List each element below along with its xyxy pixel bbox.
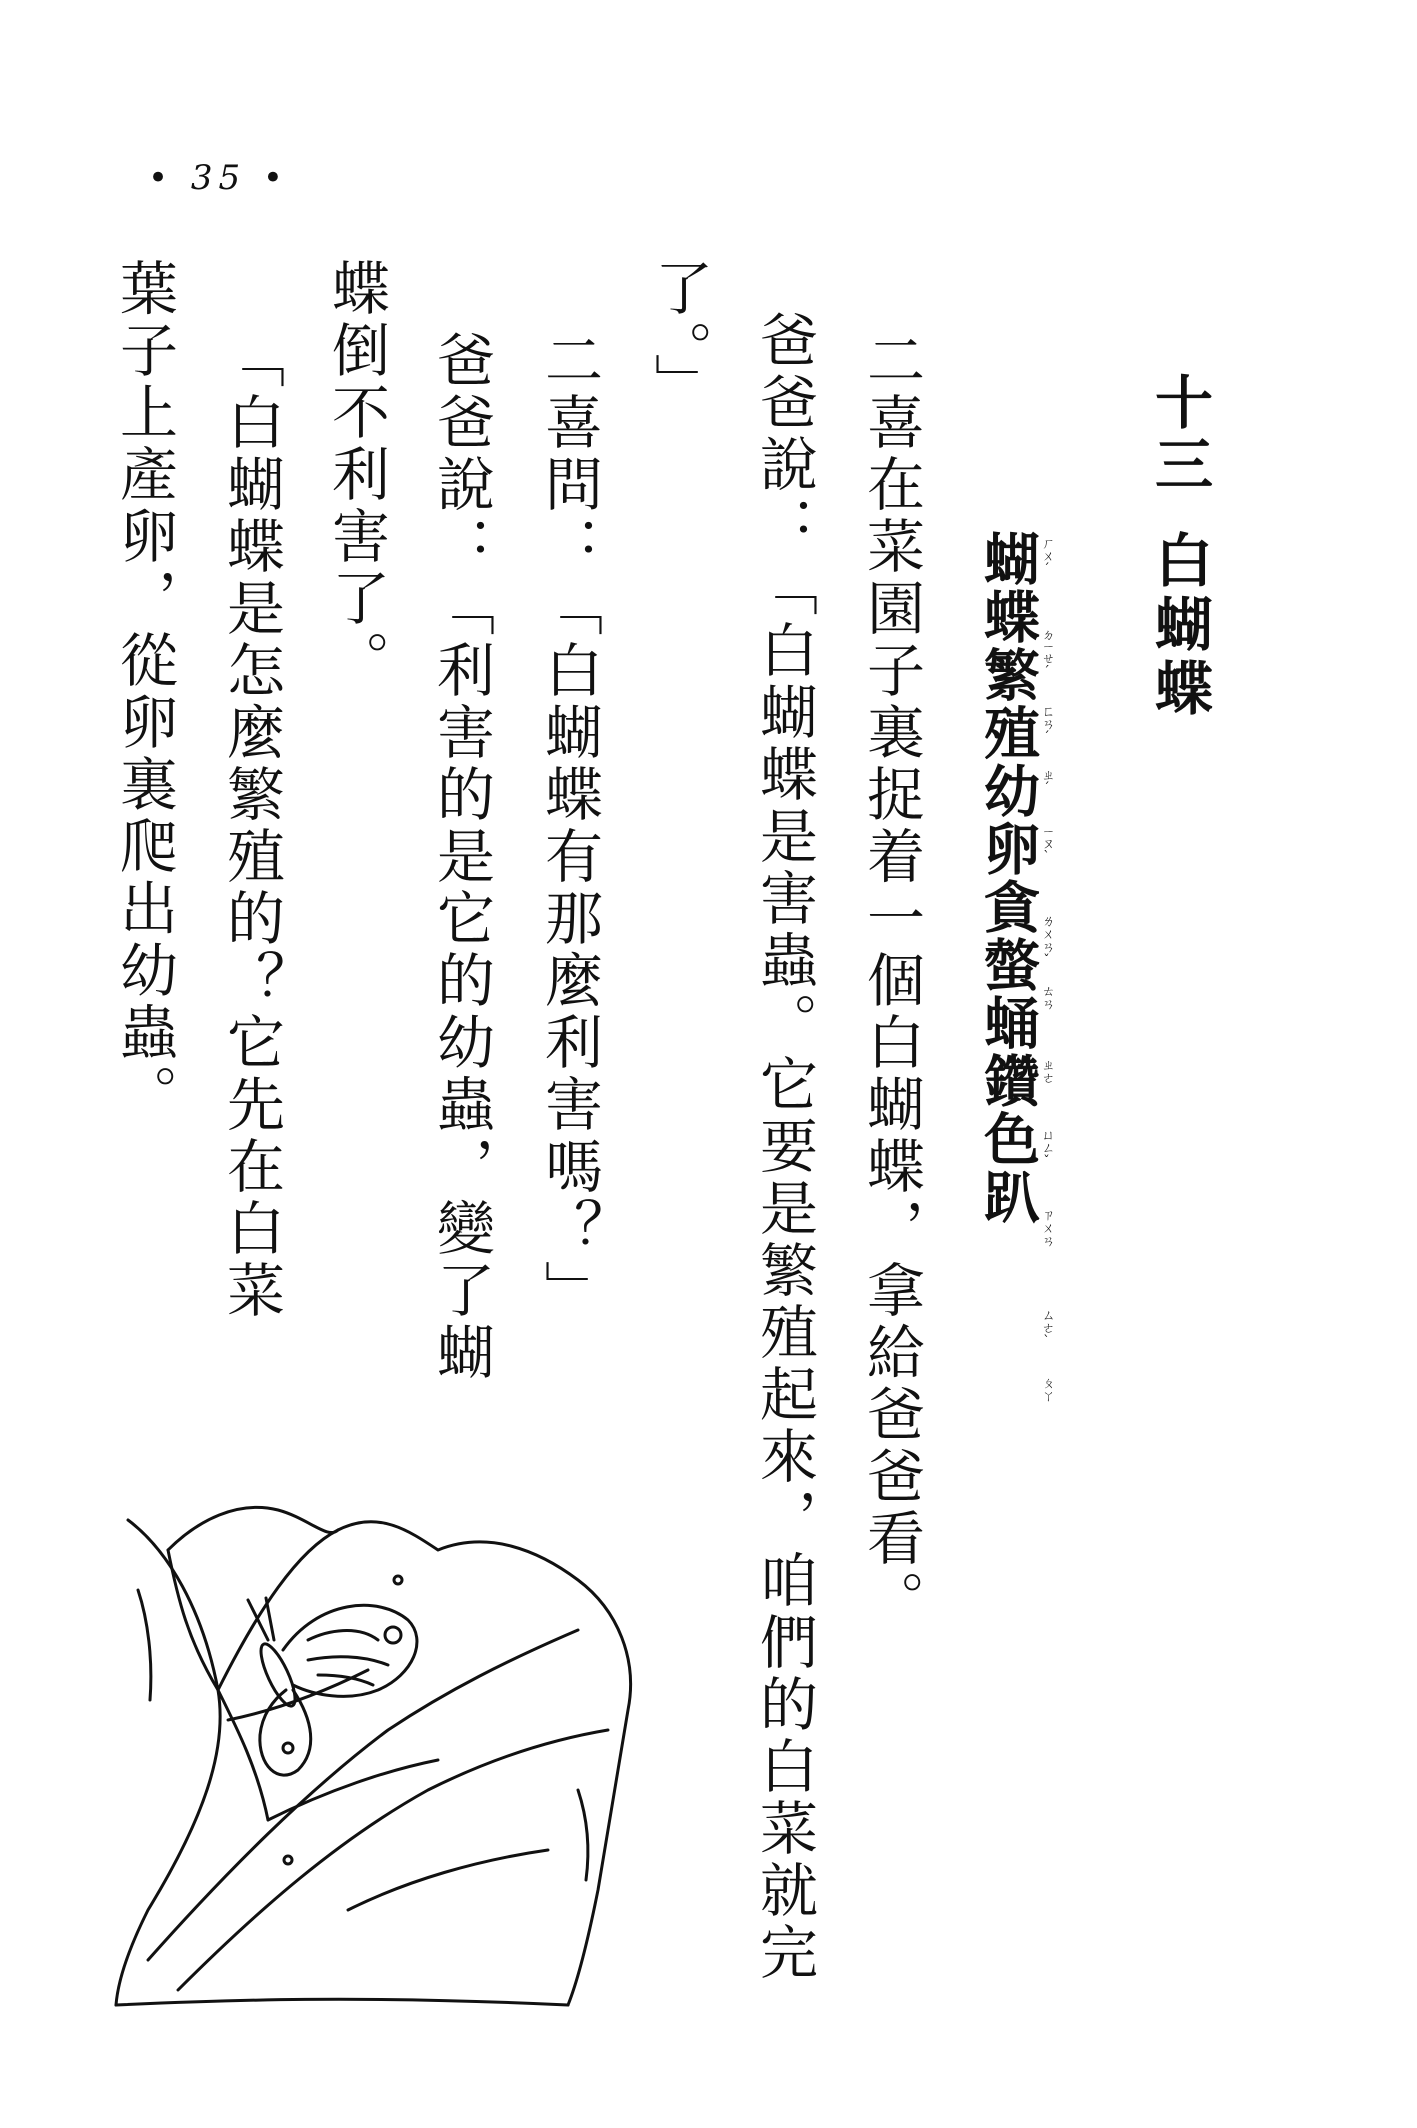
zhuyin-annotation: ㄙㄜˋ: [1039, 1308, 1054, 1349]
body-column: 二喜在菜園子裏捉着一個白蝴蝶，拿給爸爸看。: [857, 330, 925, 1632]
page-number: • 35 •: [148, 158, 289, 198]
zhuyin-annotation: ㄈㄢˊ: [1039, 704, 1054, 745]
zhuyin-annotation: ㄓˊ: [1039, 768, 1054, 796]
body-column: 蝶倒不利害了。: [322, 258, 390, 692]
body-column: 葉子上產卵，從卵裏爬出幼蟲。: [110, 258, 178, 1126]
vocabulary-words: 蝴蝶繁殖幼卵貪螫蛹鑽色趴: [975, 530, 1041, 1226]
body-column: 二喜問：「白蝴蝶有那麼利害嗎？」: [535, 330, 603, 1322]
body-column: 爸爸說：「白蝴蝶是害蟲。它要是繁殖起來，咱們的白菜就完: [750, 310, 818, 1984]
zhuyin-annotation: ㄗㄨㄢ: [1039, 1208, 1054, 1247]
lesson-number: 十三: [1145, 372, 1213, 496]
body-column: 了。」: [645, 258, 713, 415]
butterfly-on-cabbage-leaf-icon: [108, 1490, 648, 2010]
zhuyin-annotation: ㄏㄨˊ: [1039, 536, 1054, 577]
body-column: 爸爸說：「利害的是它的幼蟲，變了蝴: [427, 330, 495, 1384]
zhuyin-annotation: ㄉㄧㄝˊ: [1039, 628, 1054, 680]
zhuyin-annotation: ㄧㄡˋ: [1039, 826, 1054, 865]
zhuyin-annotation: ㄌㄨㄢˇ: [1039, 914, 1054, 968]
zhuyin-annotation: ㄩㄥˇ: [1039, 1128, 1054, 1169]
lesson-title: 白蝴蝶: [1145, 530, 1213, 722]
zhuyin-annotation: ㄆㄚ: [1039, 1376, 1054, 1402]
zhuyin-annotation: ㄓㄜ: [1039, 1058, 1054, 1084]
body-column: 「白蝴蝶是怎麼繁殖的？它先在白菜: [217, 330, 285, 1322]
zhuyin-annotation: ㄊㄢ: [1039, 984, 1054, 1010]
